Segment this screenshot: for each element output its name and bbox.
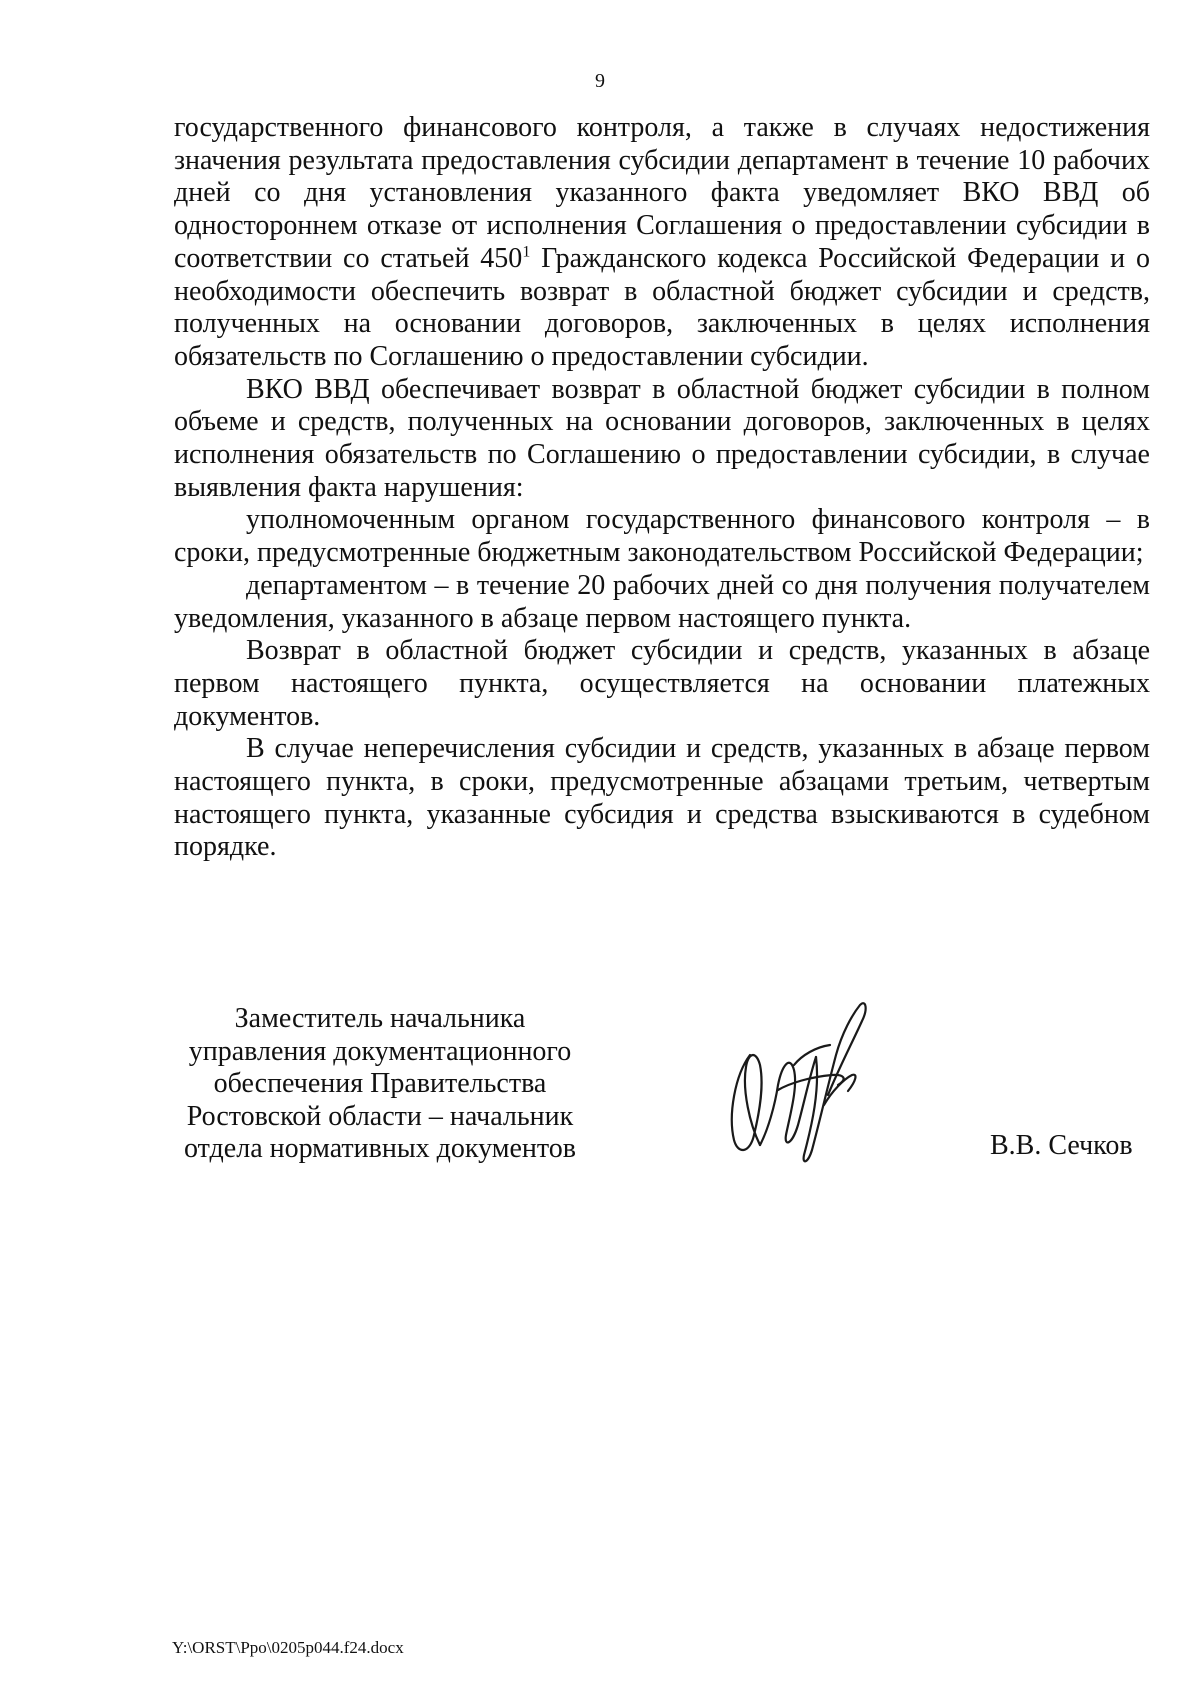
- paragraph: В случае неперечисления субсидии и средств, указанных в абзаце первом настоящего пункта, в сроки, предусмотренные абзацами третьим, четвертым настоящего пункта, указанные субсидия и средства взыскиваются в судебном порядке.: [174, 733, 1150, 863]
- signatory-title-line: Ростовской области – начальник: [186, 1100, 574, 1132]
- paragraph: [174, 112, 1150, 374]
- signatory-name: В.В. Сечков: [990, 1130, 1133, 1161]
- signatory-title-line: отдела нормативных документов: [184, 1133, 576, 1165]
- page-number: 9: [595, 70, 605, 92]
- paragraph-text: государственного финансового контроля, а также в случаях недостижения значения результата предоставления субсидии департамент в течение 10 рабочих дней со дня установления указанного факта уведомляет ВКО ВВД об одностороннем отказе от исполнения Соглашения о предоставлении субсидии в соответствии со статьей 450: [174, 112, 1150, 274]
- handwritten-signature-icon: [720, 995, 890, 1170]
- article-superscript: 1: [522, 243, 531, 261]
- paragraph: Возврат в областной бюджет субсидии и средств, указанных в абзаце первом настоящего пункта, осуществляется на основании платежных документов.: [174, 635, 1150, 732]
- file-path-footer: Y:\ORST\Ppo\0205p044.f24.docx: [172, 1638, 404, 1657]
- signatory-title-line: Заместитель начальника: [234, 1003, 526, 1034]
- document-body: [174, 112, 1150, 864]
- signatory-title-line: обеспечения Правительства: [213, 1068, 547, 1100]
- paragraph: департаментом – в течение 20 рабочих дней со дня получения получателем уведомления, указанного в абзаце первом настоящего пункта.: [174, 569, 1150, 634]
- signatory-title: [160, 1003, 600, 1166]
- signatory-title-line: управления документационного: [188, 1035, 572, 1067]
- paragraph-text-continued: Гражданского кодекса Российской Федерации и о необходимости обеспечить возврат в областной бюджет субсидии и средств, полученных на основании договоров, заключенных в целях исполнения обязательств по Соглашению о предоставлении субсидии.: [174, 242, 1150, 372]
- paragraph: уполномоченным органом государственного финансового контроля – в сроки, предусмотренные бюджетным законодательством Российской Федерации;: [174, 504, 1150, 569]
- paragraph: ВКО ВВД обеспечивает возврат в областной бюджет субсидии в полном объеме и средств, полученных на основании договоров, заключенных в целях исполнения обязательств по Соглашению о предоставлении субсидии, в случае выявления факта нарушения:: [174, 373, 1150, 503]
